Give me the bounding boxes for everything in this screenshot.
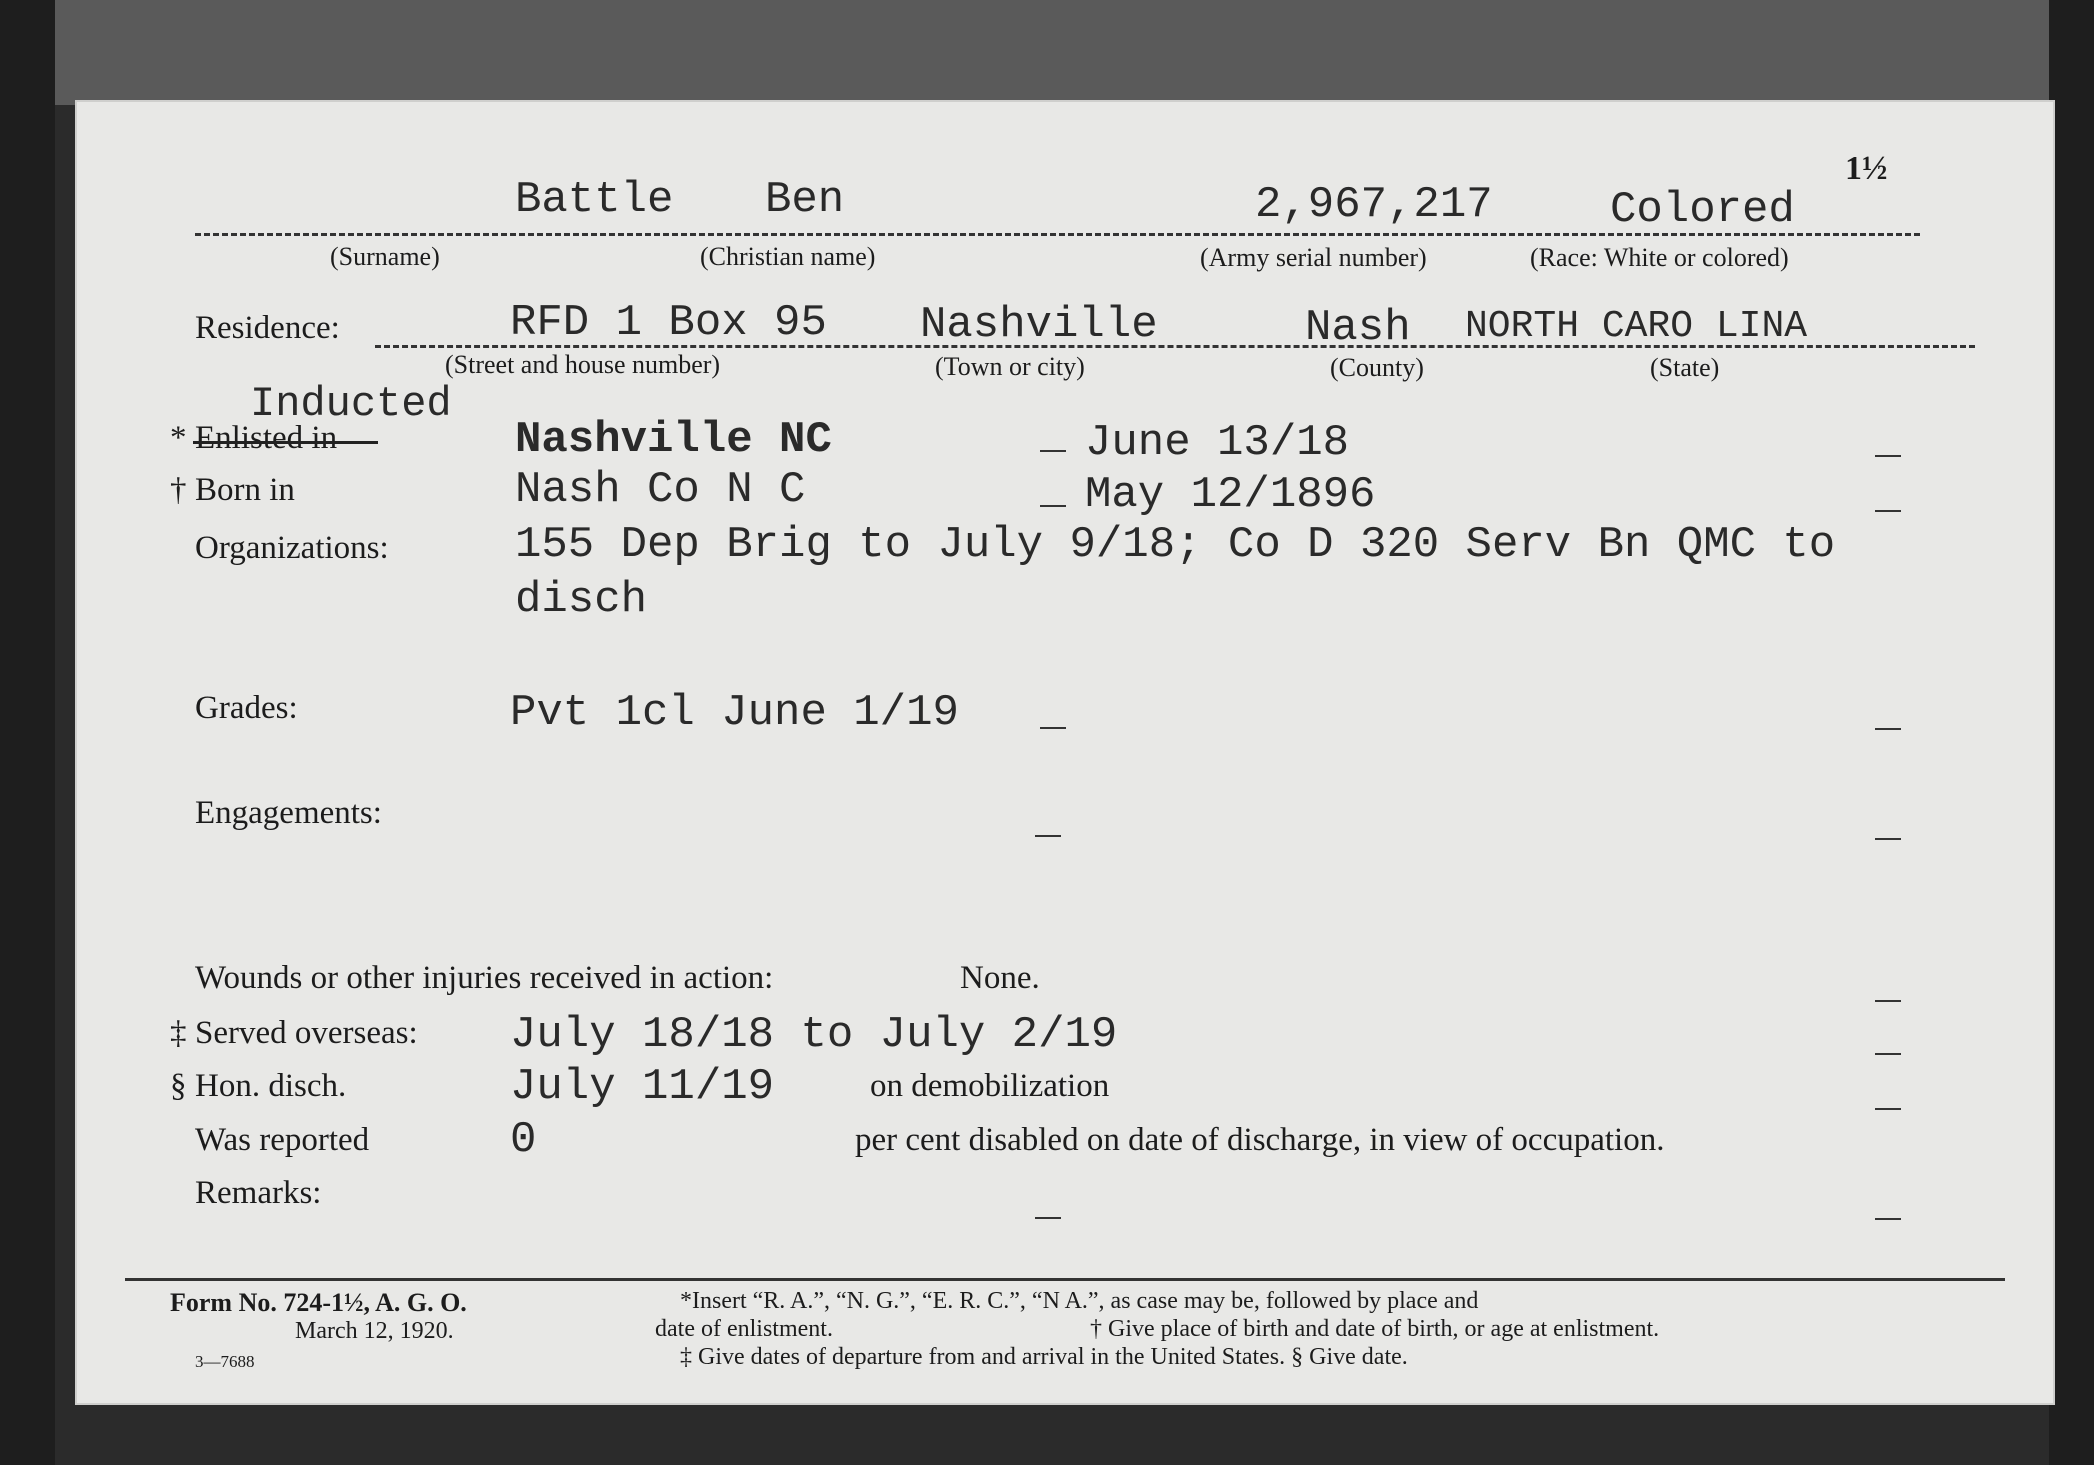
discharge-reason: on demobilization xyxy=(870,1068,1110,1104)
background-top xyxy=(0,0,2094,105)
caption-street: (Street and house number) xyxy=(445,350,721,379)
form-number: Form No. 724-1½, A. G. O. xyxy=(170,1288,467,1317)
engagements-dash xyxy=(1035,835,1061,837)
overseas-value: July 18/18 to July 2/19 xyxy=(510,1010,1118,1060)
wounds-end-dash xyxy=(1875,1000,1901,1002)
wounds-value: None. xyxy=(960,960,1040,996)
residence-dotted-line xyxy=(375,345,1975,348)
enlisted-date-value: June 13/18 xyxy=(1085,418,1350,468)
discharge-marker: § xyxy=(170,1068,187,1104)
record-card xyxy=(75,100,2055,1405)
engagements-end-dash xyxy=(1875,838,1901,840)
overseas-marker: ‡ xyxy=(170,1015,187,1051)
residence-state-value: NORTH CARO LINA xyxy=(1465,305,1808,348)
footnote-line1: *Insert “R. A.”, “N. G.”, “E. R. C.”, “N A.”, as case may be, followed by place and xyxy=(680,1288,1479,1314)
background-left xyxy=(0,0,55,1465)
caption-race: (Race: White or colored) xyxy=(1530,243,1789,272)
organizations-line1: 155 Dep Brig to July 9/18; Co D 320 Serv Bn QMC to xyxy=(515,520,1836,570)
print-code: 3—7688 xyxy=(195,1352,255,1371)
reported-text: per cent disabled on date of discharge, in view of occupation. xyxy=(855,1122,1665,1158)
caption-state: (State) xyxy=(1650,353,1720,382)
enlisted-strikethrough xyxy=(193,441,378,444)
enlisted-place-value: Nashville NC xyxy=(515,415,832,465)
overseas-end-dash xyxy=(1875,1053,1901,1055)
born-end-dash xyxy=(1875,510,1901,512)
footnote-line3: ‡ Give dates of departure from and arrival in the United States. § Give date. xyxy=(680,1344,1408,1370)
born-marker: † xyxy=(170,472,187,508)
residence-street-value: RFD 1 Box 95 xyxy=(510,298,827,348)
grades-end-dash xyxy=(1875,728,1901,730)
footnote-line2b: † Give place of birth and date of birth, or age at enlistment. xyxy=(1090,1316,1660,1342)
caption-town: (Town or city) xyxy=(935,352,1085,381)
overseas-label: Served overseas: xyxy=(195,1015,418,1051)
remarks-label: Remarks: xyxy=(195,1175,322,1211)
corner-number: 1½ xyxy=(1845,150,1888,187)
reported-value: 0 xyxy=(510,1115,537,1165)
enlisted-marker: * xyxy=(170,420,187,456)
enlisted-end-dash xyxy=(1875,455,1901,457)
organizations-label: Organizations: xyxy=(195,530,389,566)
born-label: Born in xyxy=(195,472,295,508)
enlisted-label: Enlisted in xyxy=(195,420,338,456)
grades-value: Pvt 1cl June 1/19 xyxy=(510,688,959,738)
grades-dash xyxy=(1040,727,1066,729)
remarks-dash xyxy=(1035,1217,1061,1219)
residence-county-value: Nash xyxy=(1305,303,1411,353)
footnote-line2a: date of enlistment. xyxy=(655,1316,833,1342)
wounds-label: Wounds or other injuries received in action: xyxy=(195,960,774,996)
reported-label: Was reported xyxy=(195,1122,370,1158)
army-serial-value: 2,967,217 xyxy=(1255,180,1493,230)
name-dotted-line xyxy=(195,233,1920,236)
enlisted-dash xyxy=(1040,450,1066,452)
discharge-end-dash xyxy=(1875,1108,1901,1110)
background-right xyxy=(2049,0,2094,1465)
surname-value: Battle xyxy=(515,175,674,225)
born-dash xyxy=(1040,505,1066,507)
born-date-value: May 12/1896 xyxy=(1085,470,1376,520)
organizations-line2: disch xyxy=(515,575,648,625)
discharge-label: Hon. disch. xyxy=(195,1068,347,1104)
discharge-date-value: July 11/19 xyxy=(510,1062,775,1112)
caption-surname: (Surname) xyxy=(330,242,440,271)
remarks-end-dash xyxy=(1875,1218,1901,1220)
residence-town-value: Nashville xyxy=(920,300,1158,350)
caption-christian-name: (Christian name) xyxy=(700,242,876,271)
caption-county: (County) xyxy=(1330,353,1424,382)
race-value: Colored xyxy=(1610,185,1795,235)
inducted-annotation: Inducted xyxy=(250,380,452,428)
engagements-label: Engagements: xyxy=(195,795,382,831)
born-place-value: Nash Co N C xyxy=(515,465,806,515)
residence-label: Residence: xyxy=(195,310,340,346)
caption-serial: (Army serial number) xyxy=(1200,243,1427,272)
christian-name-value: Ben xyxy=(765,175,845,225)
footer-rule xyxy=(125,1278,2005,1281)
form-date: March 12, 1920. xyxy=(295,1318,454,1344)
grades-label: Grades: xyxy=(195,690,298,726)
